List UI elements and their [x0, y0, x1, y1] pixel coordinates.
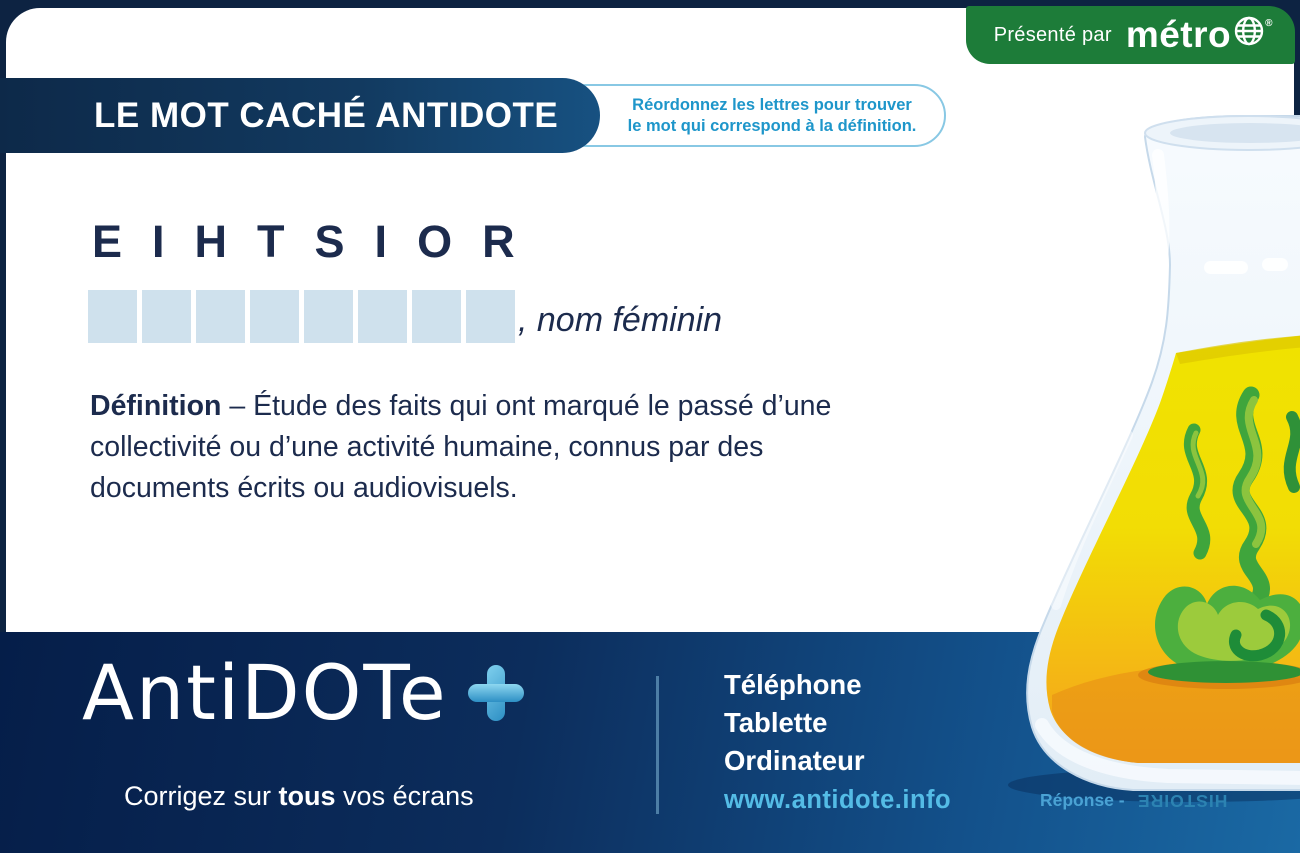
presenter-badge — [966, 6, 1295, 64]
tagline — [124, 781, 474, 812]
scrambled-letter: S — [314, 216, 345, 267]
website-link[interactable]: www.antidote.info — [724, 786, 952, 814]
answer-box — [412, 290, 461, 343]
footer-divider — [656, 676, 659, 814]
antidote-wordmark: AntiDOTe — [82, 648, 448, 737]
scrambled-letters — [92, 216, 545, 268]
answer-box — [466, 290, 515, 343]
scrambled-letter: I — [374, 216, 388, 267]
scrambled-letter: O — [417, 216, 453, 267]
definition-label: Définition — [90, 390, 222, 422]
tagline-bold: tous — [278, 781, 336, 811]
scrambled-letter: T — [257, 216, 285, 267]
answer-box — [358, 290, 407, 343]
word-gender: , nom féminin — [518, 301, 723, 339]
plus-icon — [468, 665, 524, 721]
answer-box — [250, 290, 299, 343]
answer-box — [196, 290, 245, 343]
answer-reveal — [1040, 790, 1228, 811]
metro-logo — [1126, 14, 1273, 56]
device-item: Ordinateur — [724, 745, 865, 776]
page-title: LE MOT CACHÉ ANTIDOTE — [94, 95, 559, 135]
device-list — [724, 666, 865, 780]
tagline-post: vos écrans — [335, 781, 474, 811]
device-item: Tablette — [724, 707, 828, 738]
globe-icon — [1233, 14, 1265, 56]
antidote-logo — [82, 648, 524, 737]
answer-box — [142, 290, 191, 343]
scrambled-letter: R — [482, 216, 515, 267]
answer-word-upside-down: HISTOIRE — [1137, 791, 1228, 811]
answer-box — [304, 290, 353, 343]
instruction-line2: le mot qui correspond à la définition. — [627, 116, 917, 135]
scrambled-letter: H — [194, 216, 228, 267]
instruction-line1: Réordonnez les lettres pour trouver — [632, 95, 912, 114]
flask-illustration — [1008, 95, 1300, 853]
answer-box — [88, 290, 137, 343]
instruction-text — [606, 86, 938, 145]
scrambled-letter: I — [152, 216, 165, 267]
registered-mark: ® — [1265, 18, 1273, 29]
title-banner — [0, 78, 600, 153]
metro-wordmark: métro — [1125, 14, 1232, 55]
definition-block — [90, 386, 880, 509]
definition-text: Étude des faits qui ont marqué le passé d’une collectivité ou d’une activité humaine, connus par des documents écrits ou audiovisuels. — [90, 390, 832, 504]
presenter-label: Présenté par — [993, 23, 1112, 46]
instruction-bubble — [556, 84, 946, 147]
device-item: Téléphone — [724, 669, 862, 700]
answer-label: Réponse - — [1040, 790, 1125, 810]
answer-boxes — [88, 290, 515, 343]
scrambled-letter: E — [92, 216, 123, 267]
tagline-pre: Corrigez sur — [124, 781, 279, 811]
definition-dash: – — [221, 390, 254, 422]
